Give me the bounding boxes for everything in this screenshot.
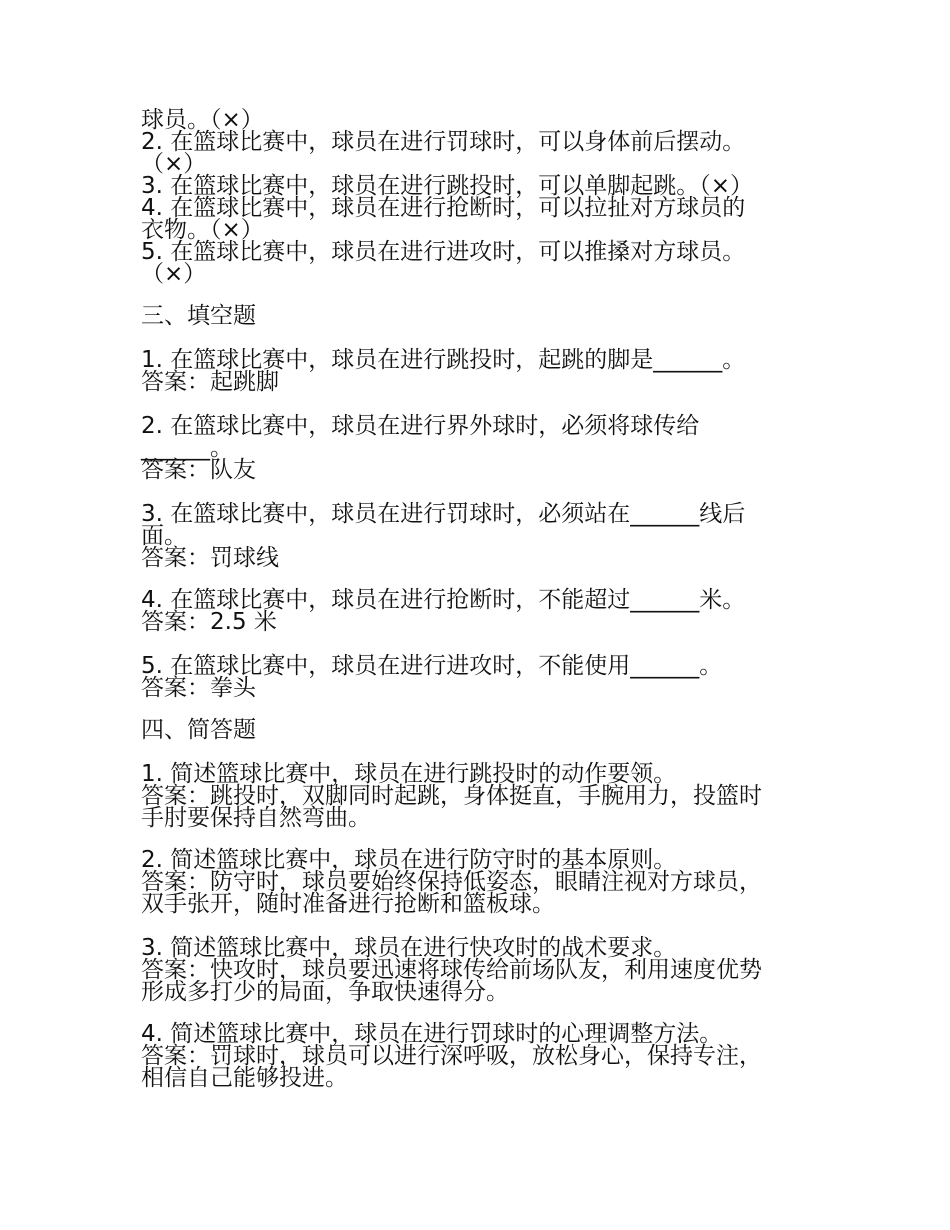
fill-blank-question-5: 5. 在篮球比赛中，球员在进行进攻时，不能使用______。 (141, 653, 723, 679)
fill-blank-question-3-line-2: 面。 (141, 523, 187, 549)
judgment-item-3-line-1: 3. 在篮球比赛中，球员在进行跳投时，可以单脚起跳。（×） (141, 173, 754, 199)
short-answer-answer-1-line-1: 答案：跳投时，双脚同时起跳，身体挺直，手腕用力，投篮时 (141, 783, 762, 809)
short-answer-question-2: 2. 简述篮球比赛中，球员在进行防守时的基本原则。 (141, 847, 677, 873)
judgment-item-4-line-2: 衣物。（×） (141, 217, 264, 243)
fill-blank-question-2-line-2: ______。 (141, 435, 233, 461)
judgment-item-2-line-1: 2. 在篮球比赛中，球员在进行罚球时，可以身体前后摆动。 (141, 129, 746, 155)
judgment-item-5-line-1: 5. 在篮球比赛中，球员在进行进攻时，可以推搡对方球员。 (141, 239, 746, 265)
judgment-item-4-line-1: 4. 在篮球比赛中，球员在进行抢断时，可以拉扯对方球员的 (141, 195, 746, 221)
fill-blank-answer-5: 答案：拳头 (141, 675, 256, 701)
fill-blank-question-3-line-1: 3. 在篮球比赛中，球员在进行罚球时，必须站在______线后 (141, 501, 746, 527)
short-answer-answer-2-line-2: 双手张开，随时准备进行抢断和篮板球。 (141, 891, 555, 917)
short-answer-answer-4-line-2: 相信自己能够投进。 (141, 1065, 348, 1091)
short-answer-question-1: 1. 简述篮球比赛中，球员在进行跳投时的动作要领。 (141, 761, 677, 787)
short-answer-answer-1-line-2: 手肘要保持自然弯曲。 (141, 805, 371, 831)
fill-blank-question-1: 1. 在篮球比赛中，球员在进行跳投时，起跳的脚是______。 (141, 347, 746, 373)
short-answer-question-3: 3. 简述篮球比赛中，球员在进行快攻时的战术要求。 (141, 935, 677, 961)
fill-blank-answer-1: 答案：起跳脚 (141, 369, 279, 395)
fill-blank-answer-2: 答案：队友 (141, 457, 256, 483)
fill-blank-question-2-line-1: 2. 在篮球比赛中，球员在进行界外球时，必须将球传给 (141, 413, 700, 439)
fill-blank-answer-4: 答案：2.5 米 (141, 609, 277, 635)
short-answer-answer-3-line-2: 形成多打少的局面，争取快速得分。 (141, 979, 509, 1005)
fill-blank-question-4: 4. 在篮球比赛中，球员在进行抢断时，不能超过______米。 (141, 587, 746, 613)
section-heading-fill-blank: 三、填空题 (141, 303, 256, 329)
short-answer-answer-2-line-1: 答案：防守时，球员要始终保持低姿态，眼睛注视对方球员， (141, 869, 762, 895)
short-answer-question-4: 4. 简述篮球比赛中，球员在进行罚球时的心理调整方法。 (141, 1021, 723, 1047)
short-answer-answer-4-line-1: 答案：罚球时，球员可以进行深呼吸，放松身心，保持专注， (141, 1043, 762, 1069)
fill-blank-answer-3: 答案：罚球线 (141, 545, 279, 571)
section-heading-short-answer: 四、简答题 (141, 717, 256, 743)
judgment-item-1-line-1: 球员。（×） (141, 107, 264, 133)
judgment-item-5-line-2: （×） (141, 261, 207, 287)
judgment-item-2-line-2: （×） (141, 151, 207, 177)
short-answer-answer-3-line-1: 答案：快攻时，球员要迅速将球传给前场队友，利用速度优势 (141, 957, 762, 983)
